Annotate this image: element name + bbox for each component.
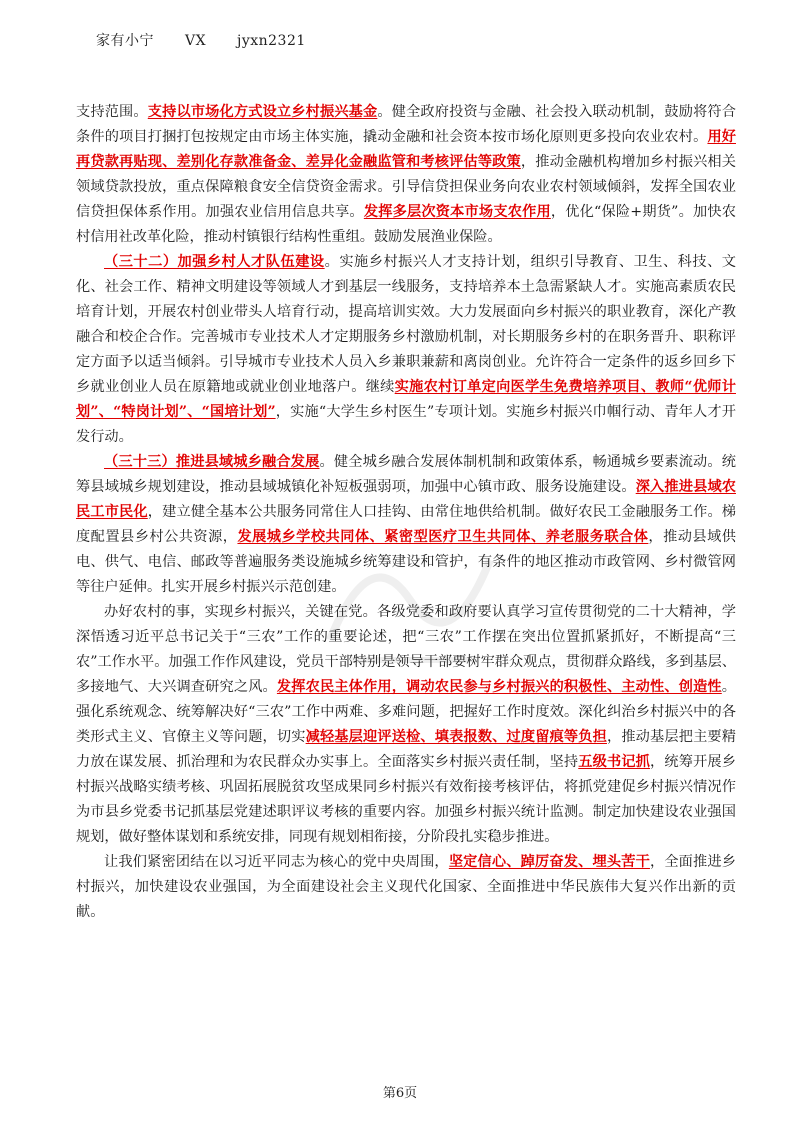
body-text: ，推动县域供电、供气、电信、邮政等普遍服务类设施城乡统筹建设和管护，有条件的地区推动市政管网、乡村微管网等往户延伸。扎实开展乡村振兴示范创建。 [76, 529, 736, 595]
paragraph [76, 450, 736, 600]
body-text: 。健全城乡融合发展体制机制和政策体系，畅通城乡要素流动。统筹县域城乡规划建设，推动县域城镇化补短板强弱项，加强中心镇市政、服务设施建设。 [76, 454, 736, 495]
header-vx-id: jyxn2321 [236, 33, 306, 49]
page-header [96, 30, 332, 50]
highlighted-text: 发挥多层次资本市场支农作用 [363, 204, 551, 220]
highlighted-text: 用好再贷款再贴现、差别化存款准备金、差异化金融监管和考核评估等政策 [76, 129, 736, 170]
header-vx-label: VX [184, 33, 207, 49]
body-text: 办好农村的事，实现乡村振兴，关键在党。各级党委和政府要认真学习宣传贯彻党的二十大精神，学深悟透习近平总书记关于“三农”工作的重要论述，把“三农”工作摆在突出位置抓紧抓好，不断提高“三农”工作水平。加强工作作风建设，党员干部特别是领导干部要树牢群众观点，贯彻群众路线，多到基层、多接地气、大兴调查研究之风。 [76, 604, 736, 695]
document-body [76, 100, 736, 925]
highlighted-text: 实施农村订单定向医学生免费培养项目、教师“优师计划”、“特岗计划”、“国培计划” [76, 379, 736, 420]
highlighted-text: 深入推进县域农民工市民化 [76, 479, 736, 520]
highlighted-text: 支持以市场化方式设立乡村振兴基金 [147, 104, 378, 120]
highlighted-text: （三十二）加强乡村人才队伍建设 [104, 254, 325, 270]
highlighted-text: 减轻基层迎评送检、填表报数、过度留痕等负担 [305, 729, 607, 745]
body-text: ，优化“保险+期货”。加快农村信用社改革化险，推动村镇银行结构性重组。鼓励发展渔业保险。 [76, 204, 736, 245]
paragraph [76, 600, 736, 850]
body-text: ，推动基层把主要精力放在谋发展、抓治理和为农民群众办实事上。全面落实乡村振兴责任制，坚持 [76, 729, 736, 770]
body-text: 支持范围。 [76, 104, 148, 120]
highlighted-text: 发展城乡学校共同体、紧密型医疗卫生共同体、养老服务联合体 [237, 529, 649, 545]
body-text: ，统筹开展乡村振兴战略实绩考核、巩固拓展脱贫攻坚成果同乡村振兴有效衔接考核评估，将抓党建促乡村振兴情况作为市县乡党委书记抓基层党建述职评议考核的重要内容。加强乡村振兴统计监测。制定加快建设农业强国规划，做好整体谋划和系统安排，同现有规划相衔接，分阶段扎实稳步推进。 [76, 754, 736, 845]
paragraph [76, 250, 736, 450]
header-author: 家有小宁 [96, 33, 154, 49]
body-text: 。健全政府投资与金融、社会投入联动机制，鼓励将符合条件的项目打捆打包按规定由市场主体实施，撬动金融和社会资本按市场化原则更多投向农业农村。 [76, 104, 736, 145]
page-number: 第6页 [382, 1086, 418, 1101]
body-text: ，建立健全基本公共服务同常住人口挂钩、由常住地供给机制。做好农民工金融服务工作。梯度配置县乡村公共资源， [76, 504, 736, 545]
body-text: 。实施乡村振兴人才支持计划，组织引导教育、卫生、科技、文化、社会工作、精神文明建设等领域人才到基层一线服务，支持培养本土急需紧缺人才。实施高素质农民培育计划，开展农村创业带头人培育行动，提高培训实效。大力发展面向乡村振兴的职业教育，深化产教融合和校企合作。完善城市专业技术人才定期服务乡村激励机制，对长期服务乡村的在职务晋升、职称评定方面予以适当倾斜。引导城市专业技术人员入乡兼职兼薪和离岗创业。允许符合一定条件的返乡回乡下乡就业创业人员在原籍地或就业创业地落户。继续 [76, 254, 736, 395]
body-text: ，推动金融机构增加乡村振兴相关领域贷款投放，重点保障粮食安全信贷资金需求。引导信贷担保业务向农业农村领域倾斜，发挥全国农业信贷担保体系作用。加强农业信用信息共享。 [76, 154, 736, 220]
paragraph [76, 100, 736, 250]
body-text: 。强化系统观念、统筹解决好“三农”工作中两难、多难问题，把握好工作时度效。深化纠治乡村振兴中的各类形式主义、官僚主义等问题，切实 [76, 679, 736, 745]
highlighted-text: 坚定信心、踔厉奋发、埋头苦干 [448, 854, 650, 870]
section-heading: （三十三）推进县域城乡融合发展 [104, 454, 320, 470]
paragraph [76, 850, 736, 925]
highlighted-text: 发挥农民主体作用，调动农民参与乡村振兴的积极性、主动性、创造性 [276, 679, 722, 695]
body-text: 让我们紧密团结在以习近平同志为核心的党中央周围， [104, 854, 449, 870]
body-text: ，全面推进乡村振兴，加快建设农业强国，为全面建设社会主义现代化国家、全面推进中华民族伟大复兴作出新的贡献。 [76, 854, 736, 920]
highlighted-text: 五级书记抓 [578, 754, 651, 770]
body-text: ，实施“大学生乡村医生”专项计划。实施乡村振兴巾帼行动、青年人才开发行动。 [76, 404, 736, 445]
